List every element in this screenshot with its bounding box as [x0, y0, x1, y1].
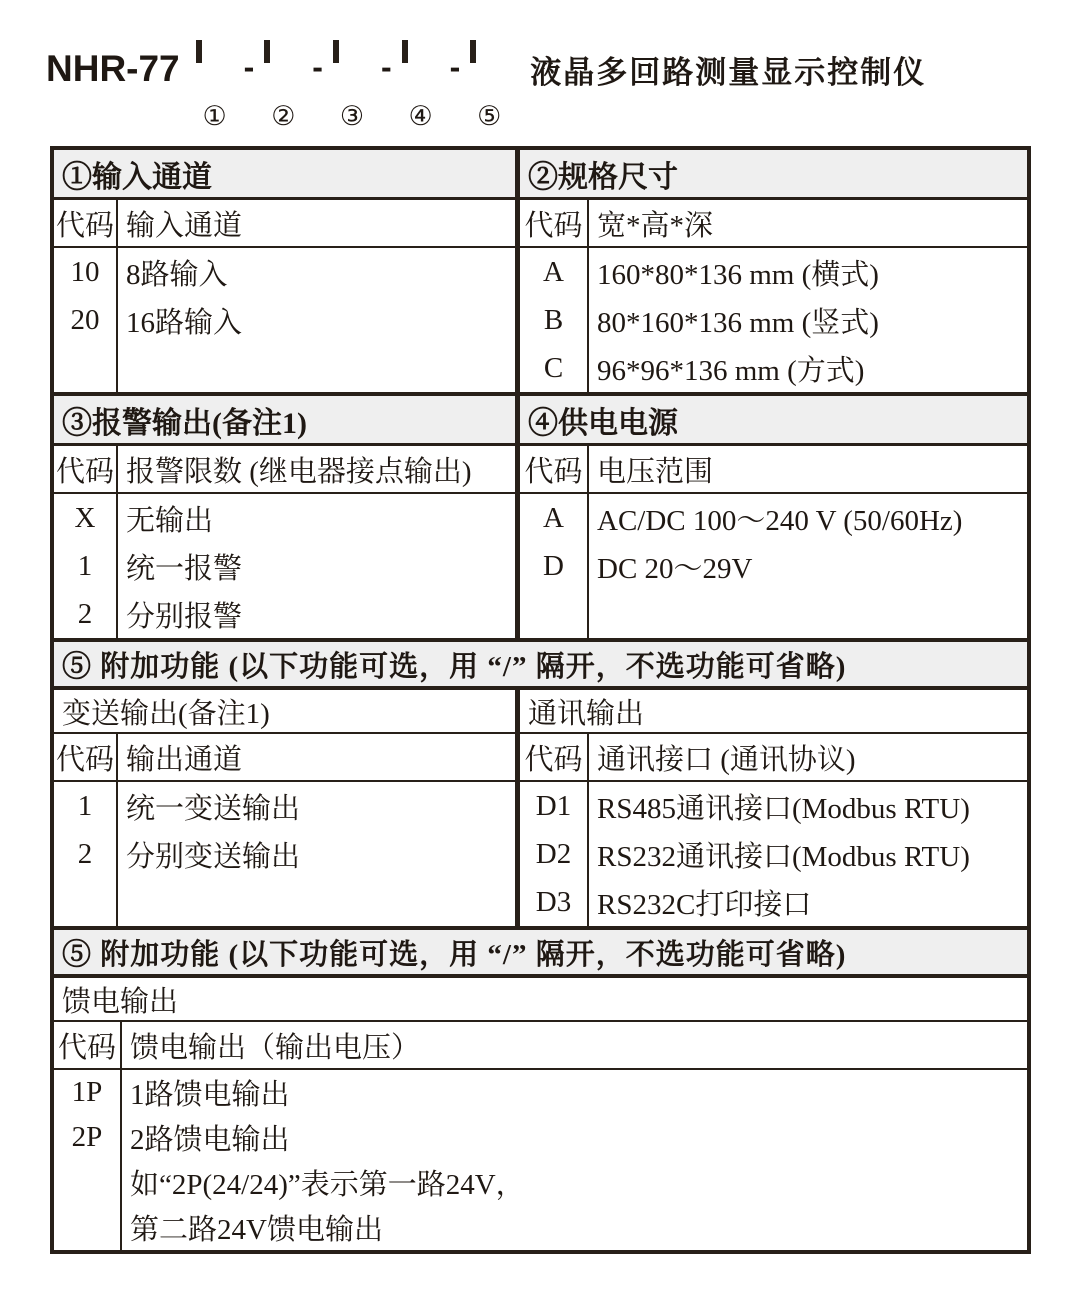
section-title: ③报警输出(备注1) — [54, 396, 515, 446]
model-code-slot-3 — [333, 43, 371, 131]
desc-column-header: 馈电输出（输出电压） — [130, 1031, 421, 1064]
table-rows — [54, 494, 515, 638]
code-column-header: 代码 — [54, 446, 118, 492]
desc-cell: 统一变送输出 — [126, 792, 301, 825]
desc-cell: 分别报警 — [126, 600, 243, 633]
desc-cell: 统一报警 — [126, 552, 243, 585]
section-input-and-size — [54, 150, 1027, 396]
column-header-row — [520, 200, 1027, 248]
desc-cell: RS232通讯接口(Modbus RTU) — [597, 840, 970, 873]
table-rows — [520, 248, 1027, 392]
column-header-row — [54, 446, 515, 494]
model-prefix: NHR-77 — [46, 48, 180, 89]
desc-column-header: 宽*高*深 — [597, 209, 714, 242]
model-code-slot-5 — [470, 43, 508, 131]
addon-function-banner-1: ⑤ 附加功能 (以下功能可选，用 “/” 隔开，不选功能可省略) — [54, 642, 1027, 690]
code-cell: 20 — [70, 303, 100, 336]
code-cell: 2 — [77, 837, 93, 870]
code-cell: A — [543, 501, 564, 534]
code-column-header: 代码 — [54, 200, 118, 246]
model-code-box — [264, 40, 270, 63]
model-code-box — [402, 40, 408, 63]
desc-cell: RS232C打印接口 — [597, 888, 812, 921]
desc-cell: 16路输入 — [126, 306, 243, 339]
position-label-1: ① — [202, 101, 227, 131]
column-header-row — [520, 446, 1027, 494]
code-cell: 1P — [71, 1076, 103, 1108]
column-header-row — [520, 734, 1027, 782]
table-rows — [54, 248, 515, 392]
separator-dash: - — [449, 49, 461, 85]
separator-dash: - — [380, 49, 392, 85]
column-header-row — [54, 734, 515, 782]
code-column-header: 代码 — [520, 734, 589, 780]
section-title: ④供电电源 — [520, 396, 1027, 446]
addon-function-banner-2: ⑤ 附加功能 (以下功能可选，用 “/” 隔开，不选功能可省略) — [54, 930, 1027, 978]
desc-cell: 8路输入 — [126, 258, 228, 291]
model-code-slot-4 — [402, 43, 440, 131]
desc-cell: 分别变送输出 — [126, 840, 301, 873]
separator-dash: - — [243, 49, 255, 85]
code-cell: D2 — [535, 837, 572, 870]
desc-cell: 无输出 — [126, 504, 214, 537]
code-cell: D3 — [535, 885, 572, 918]
code-cell: 1 — [77, 789, 93, 822]
group-label: 馈电输出 — [54, 978, 1027, 1022]
code-cell: D — [543, 549, 564, 582]
table-rows — [54, 1070, 1027, 1250]
section-alarm-and-power — [54, 396, 1027, 642]
table-rows — [54, 782, 515, 926]
section-input-channel — [54, 150, 520, 392]
code-cell: 1 — [77, 549, 93, 582]
group-label: 变送输出(备注1) — [54, 690, 515, 734]
model-code-slot-1 — [196, 43, 234, 131]
desc-cell: 2路馈电输出 — [130, 1124, 290, 1156]
position-label-3: ③ — [339, 101, 365, 131]
code-column-header: 代码 — [520, 200, 589, 246]
section-dimensions — [520, 150, 1027, 392]
section-title: ②规格尺寸 — [520, 150, 1027, 200]
desc-column-header: 电压范围 — [597, 455, 714, 488]
section-feed-power-output — [54, 978, 1027, 1250]
model-code-box — [196, 40, 202, 63]
product-name: 液晶多回路测量显示控制仪 — [530, 54, 927, 90]
code-cell — [54, 1160, 120, 1205]
position-label-2: ② — [271, 101, 296, 131]
desc-column-header: 通讯接口 (通讯协议) — [597, 743, 856, 776]
code-column-header: 代码 — [54, 734, 118, 780]
desc-cell: 1路馈电输出 — [130, 1079, 290, 1111]
desc-column-header: 输入通道 — [126, 209, 243, 242]
section-communication-output — [520, 690, 1027, 926]
desc-cell: 第二路24V馈电输出 — [130, 1214, 383, 1246]
column-header-row — [54, 200, 515, 248]
section-transmit-and-comm — [54, 690, 1027, 930]
code-cell: X — [74, 501, 96, 534]
desc-cell: 如“2P(24/24)”表示第一路24V， — [130, 1169, 525, 1201]
section-alarm-output — [54, 396, 520, 638]
code-cell: 2 — [77, 597, 93, 630]
table-rows — [520, 494, 1027, 638]
section-transmit-output — [54, 690, 520, 926]
code-cell: A — [543, 255, 564, 288]
model-code-row — [0, 0, 1080, 131]
desc-column-header: 输出通道 — [126, 743, 243, 776]
section-power-supply — [520, 396, 1027, 638]
code-cell: D1 — [535, 789, 572, 822]
code-column-header: 代码 — [520, 446, 589, 492]
code-column-header: 代码 — [54, 1022, 122, 1068]
code-cell: C — [543, 351, 564, 384]
model-code-slot-2 — [264, 43, 302, 131]
model-code-box — [470, 40, 476, 63]
group-label: 通讯输出 — [520, 690, 1027, 734]
code-cell: 10 — [70, 255, 100, 288]
code-cell: B — [543, 303, 564, 336]
desc-cell: 96*96*136 mm (方式) — [597, 354, 865, 387]
code-cell — [54, 1205, 120, 1250]
ordering-code-table — [50, 146, 1031, 1254]
code-cell: 2P — [71, 1121, 103, 1153]
desc-cell: 160*80*136 mm (横式) — [597, 258, 879, 291]
desc-cell: AC/DC 100～240 V (50/60Hz) — [597, 504, 963, 537]
desc-cell: RS485通讯接口(Modbus RTU) — [597, 792, 970, 825]
separator-dash: - — [312, 49, 323, 85]
desc-column-header: 报警限数 (继电器接点输出) — [126, 455, 472, 488]
model-code-box — [333, 40, 339, 63]
position-label-4: ④ — [408, 101, 433, 131]
column-header-row — [54, 1022, 1027, 1070]
position-label-5: ⑤ — [477, 101, 502, 131]
desc-cell: 80*160*136 mm (竖式) — [597, 306, 879, 339]
table-rows — [520, 782, 1027, 926]
desc-cell: DC 20～29V — [597, 552, 753, 585]
section-title: ①输入通道 — [54, 150, 515, 200]
